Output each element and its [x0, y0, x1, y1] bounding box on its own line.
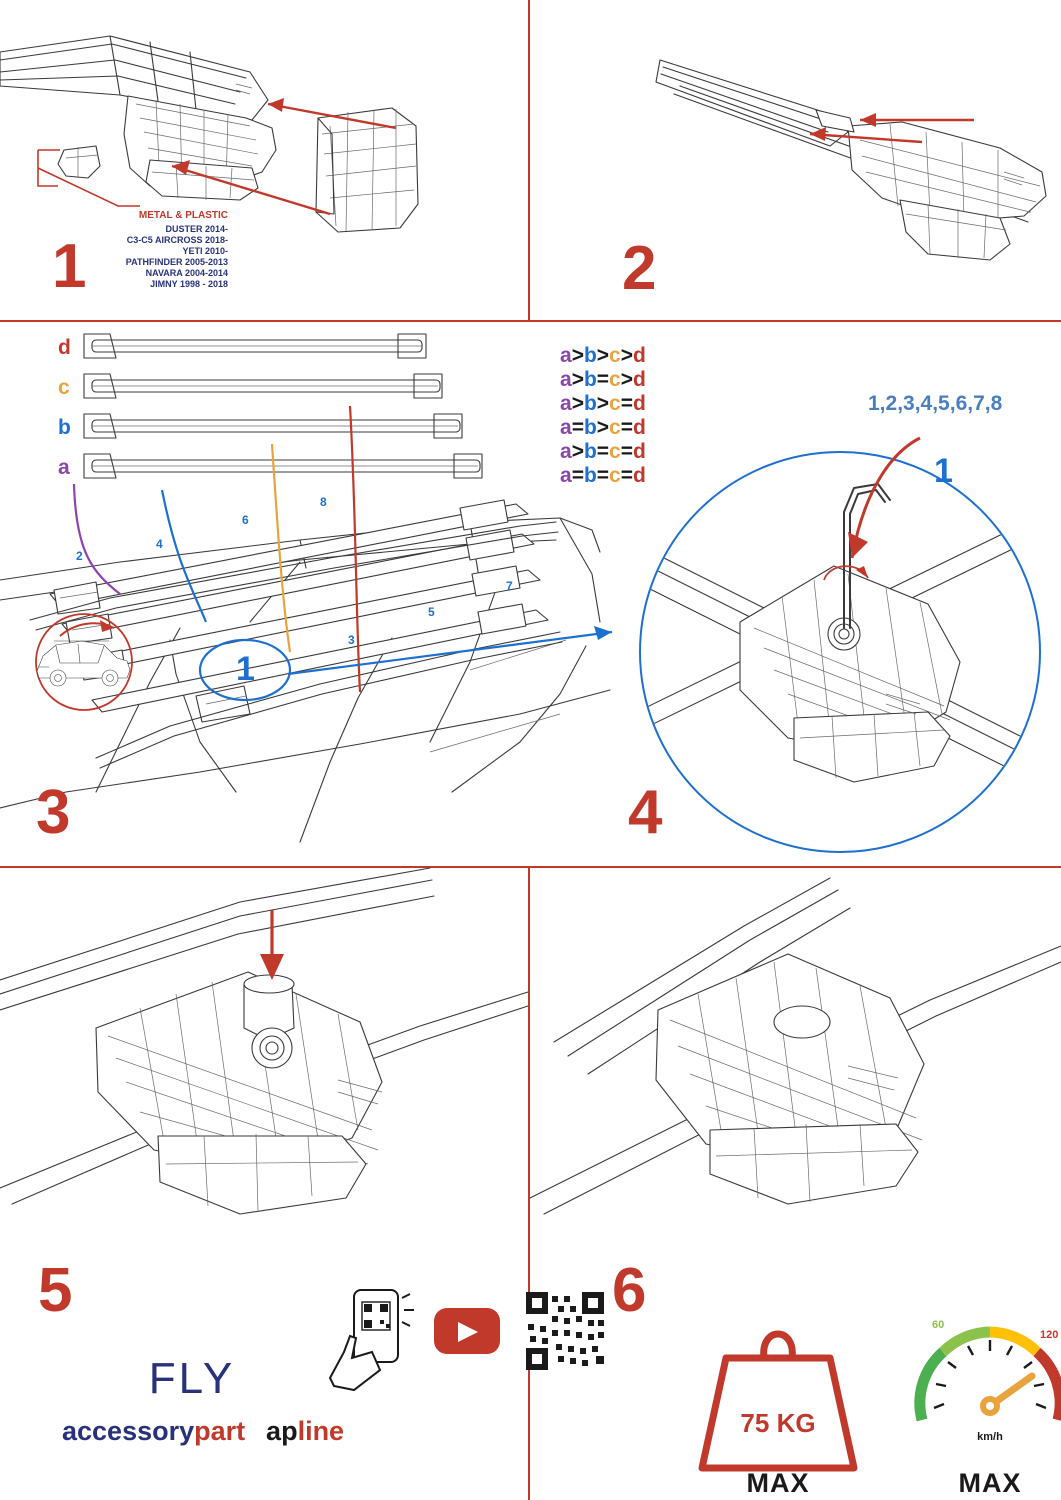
seq-8: 8 — [320, 495, 327, 509]
youtube-icon[interactable] — [434, 1308, 500, 1354]
logo-fly: FLY — [148, 1354, 236, 1403]
step4-illustration — [628, 322, 1061, 866]
step2-illustration — [530, 0, 1061, 320]
arrowhead-1 — [268, 98, 284, 112]
panel-step-2 — [530, 0, 1061, 320]
logo-line: line — [297, 1416, 345, 1446]
model-3: PATHFINDER 2005-2013 — [125, 257, 228, 267]
installed-bar-4 — [92, 610, 548, 712]
seq-6: 6 — [242, 513, 249, 527]
model-2: YETI 2010- — [182, 246, 228, 256]
crossbar-b — [84, 414, 462, 438]
model-0: DUSTER 2014- — [165, 224, 228, 234]
logo-part: part — [194, 1416, 246, 1446]
panel-step-1 — [0, 0, 528, 320]
order-rule-5: a=b=c=d — [560, 464, 646, 487]
bar-label-b: b — [58, 416, 71, 439]
panel-step-4 — [628, 322, 1061, 866]
order-rule-4: a>b=c=d — [560, 440, 646, 463]
logo-ap: ap — [266, 1416, 298, 1446]
step-number-3: 3 — [36, 778, 71, 847]
order-rule-3: a=b>c=d — [560, 416, 646, 439]
order-rule-2: a>b>c=d — [560, 392, 646, 415]
seq-3: 3 — [348, 633, 355, 647]
step4-group-label: 1,2,3,4,5,6,7,8 — [868, 392, 1003, 415]
step-number-6: 6 — [612, 1256, 647, 1325]
max-weight-icon — [678, 1286, 878, 1486]
speed-min-tick: 60 — [932, 1319, 945, 1331]
crossbar-c — [84, 374, 442, 398]
panel-step-5 — [0, 868, 528, 1500]
crossbar-a — [84, 454, 482, 478]
step4-badge: 1 — [934, 452, 953, 490]
speed-unit: km/h — [977, 1431, 1003, 1443]
weight-value: 75 KG — [740, 1408, 816, 1438]
max-speed-icon — [890, 1280, 1061, 1480]
logo-accessory: accessory — [62, 1416, 195, 1446]
crossbar-d — [84, 334, 426, 358]
bar-label-a: a — [58, 456, 70, 479]
model-4: NAVARA 2004-2014 — [145, 268, 228, 278]
seq-4: 4 — [156, 537, 163, 551]
step-number-2: 2 — [622, 234, 657, 303]
panel-step-6 — [530, 868, 1061, 1500]
phone-scan-icon[interactable] — [330, 1290, 414, 1390]
model-5: JIMNY 1998 - 2018 — [150, 279, 228, 289]
seq-7: 7 — [506, 579, 513, 593]
step-number-4: 4 — [628, 778, 663, 847]
seq-5: 5 — [428, 605, 435, 619]
step-number-5: 5 — [38, 1256, 73, 1325]
seq-2: 2 — [76, 549, 83, 563]
brand-logo — [62, 1354, 345, 1447]
leader-a — [74, 484, 120, 594]
step-number-1: 1 — [52, 232, 87, 301]
step5-illustration — [0, 868, 528, 1288]
detail-badge-1: 1 — [236, 650, 255, 688]
step6-illustration — [530, 868, 1061, 1288]
detail-link-arrow — [594, 626, 612, 640]
bar-label-c: c — [58, 376, 70, 399]
speed-max-tick: 120 — [1040, 1329, 1059, 1341]
order-rule-1: a>b=c>d — [560, 368, 646, 391]
order-rule-0: a>b>c>d — [560, 344, 646, 367]
model-1: C3-C5 AIRCROSS 2018- — [126, 235, 228, 245]
step3-illustration — [0, 322, 628, 866]
weight-max-label: MAX — [746, 1468, 810, 1498]
panel-step-3 — [0, 322, 646, 866]
bar-label-d: d — [58, 336, 71, 359]
metal-plastic-title: METAL & PLASTIC — [138, 210, 228, 221]
speed-max-label: MAX — [958, 1468, 1022, 1498]
